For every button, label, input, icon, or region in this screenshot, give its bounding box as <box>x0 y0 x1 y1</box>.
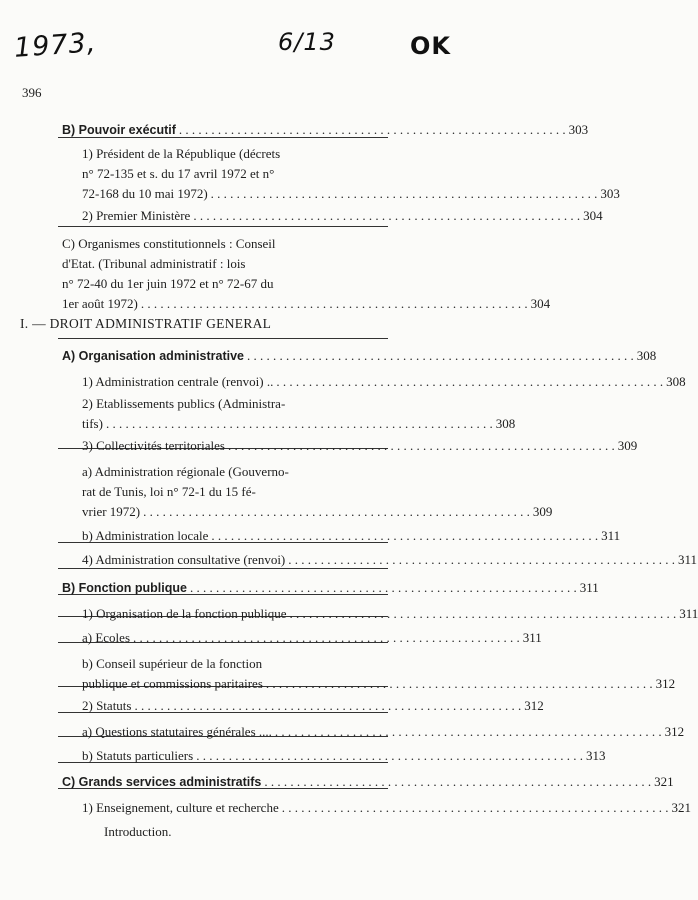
toc-page-number: 309 <box>617 438 638 453</box>
toc-entry-line: n° 72-135 et s. du 17 avril 1972 et n° <box>82 166 275 181</box>
handwritten-year: 1973, <box>13 27 98 64</box>
toc-entry-title: publique et commissions paritaires <box>82 676 263 691</box>
toc-entry <box>82 550 698 570</box>
toc-entry <box>62 346 657 366</box>
dot-leader: . . . . . . . . . . . . . . . . . . . . . . . . . . . . . . . . . . . . . . . . . . . . . . . . . . . . . . . . . . . . <box>134 698 522 713</box>
dot-leader: . . . . . . . . . . . . . . . . . . . . . . . . . . . . . . . . . . . . . . . . . . . . . . . . . . . . . . . . . . . . <box>140 296 528 311</box>
divider <box>58 226 388 227</box>
toc-page-number: 311 <box>601 528 621 543</box>
toc-page-number: 311 <box>579 580 599 595</box>
toc-entry-line: n° 72-40 du 1er juin 1972 et n° 72-67 du <box>62 276 274 291</box>
toc-entry <box>62 234 551 314</box>
toc-entry-title: B) Fonction publique <box>62 581 187 595</box>
toc-entry <box>82 696 544 716</box>
toc-entry-title: 72-168 du 10 mai 1972) <box>82 186 208 201</box>
toc-entry-title: C) Grands services administratifs <box>62 775 262 789</box>
handwritten-reference: 6/13 <box>278 28 336 56</box>
toc-entry <box>104 822 386 842</box>
dot-leader: . . . . . . . . . . . . . . . . . . . . . . . . . . . . . . . . . . . . . . . . . . . . . . . . . . . . . . . . . . . . <box>189 580 577 595</box>
toc-page-number: 321 <box>654 774 674 789</box>
toc-page-number: 311 <box>679 606 698 621</box>
toc-page-number: 311 <box>678 552 698 567</box>
toc-entry <box>82 394 516 434</box>
toc-entry-title: b) Statuts particuliers <box>82 748 194 763</box>
toc-entry-line: b) Conseil supérieur de la fonction <box>82 656 263 671</box>
dot-leader: . . . . . . . . . . . . . . . . . . . . . . . . . . . . . . . . . . . . . . . . . . . . . . . . . . . . . . . . . . . . <box>210 186 598 201</box>
toc-entry-title: 1er août 1972) <box>62 296 138 311</box>
toc-entry-line: a) Administration régionale (Gouverno- <box>82 464 289 479</box>
toc-entry <box>82 628 542 648</box>
toc-entry <box>82 798 691 818</box>
toc-entry-line: C) Organismes constitutionnels : Conseil <box>62 236 276 251</box>
toc-page-number: 308 <box>636 348 657 363</box>
toc-page-number: 303 <box>568 122 589 137</box>
toc-entry <box>82 604 698 624</box>
toc-entry <box>82 206 603 226</box>
toc-entry <box>62 120 589 140</box>
toc-entry-title: 2) Statuts <box>82 698 132 713</box>
toc-entry <box>82 436 638 456</box>
toc-entry <box>82 144 620 204</box>
dot-leader: . . . . . . . . . . . . . . . . . . . . . . . . . . . . . . . . . . . . . . . . . . . . . . . . . . . . . . . . . . . . <box>211 528 599 543</box>
divider <box>58 338 388 339</box>
toc-page-number: 313 <box>585 748 606 763</box>
toc-page-number: 308 <box>666 374 686 389</box>
dot-leader: . . . . . . . . . . . . . . . . . . . . . . . . . . . . . . . . . . . . . . . . . . . . . . . . . . . . . . . . . . . . <box>265 676 653 691</box>
dot-leader: . . . . . . . . . . . . . . . . . . . . . . . . . . . . . . . . . . . . . . . . . . . . . . . . . . . . . . . . . . . . <box>281 800 669 815</box>
toc-page-number: 321 <box>671 800 691 815</box>
dot-leader: . . . . . . . . . . . . . . . . . . . . . . . . . . . . . . . . . . . . . . . . . . . . . . . . . . . . . . . . . . . . <box>133 630 520 645</box>
toc-entry <box>82 746 606 766</box>
dot-leader: . . . . . . . . . . . . . . . . . . . . . . . . . . . . . . . . . . . . . . . . . . . . . . . . . . . . . . . . . . . . <box>178 122 566 137</box>
toc-entry <box>82 722 685 742</box>
toc-entry-title: b) Administration locale <box>82 528 209 543</box>
toc-page-number: 312 <box>664 724 685 739</box>
toc-page-number: 304 <box>583 208 603 223</box>
toc-entry-line: 2) Etablissements publics (Administra- <box>82 396 286 411</box>
toc-entry-title: vrier 1972) <box>82 504 141 519</box>
dot-leader: . . . . . . . . . . . . . . . . . . . . . . . . . . . . . . . . . . . . . . . . . . . . . . . . . . . . . . . . . . . . <box>276 374 664 389</box>
handwritten-ok-mark: OK <box>410 32 451 60</box>
toc-entry-title: Introduction. <box>104 824 172 839</box>
toc-page-number: 312 <box>655 676 676 691</box>
toc-entry <box>62 772 674 792</box>
toc-entry-title: 1) Administration centrale (renvoi) .. <box>82 374 274 389</box>
dot-leader: . . . . . . . . . . . . . . . . . . . . . . . . . . . . . . . . . . . . . . . . . . . . . . . . . . . . . . . . . . . . <box>227 438 615 453</box>
dot-leader: . . . . . . . . . . . . . . . . . . . . . . . . . . . . . . . . . . . . . . . . . . . . . . . . . . . . . . . . . . . . <box>143 504 530 519</box>
toc-page-number: 312 <box>524 698 544 713</box>
page-number: 396 <box>22 85 42 100</box>
toc-entry <box>62 578 599 598</box>
toc-entry <box>82 462 553 522</box>
dot-leader: . . . . . . . . . . . . . . . . . . . . . . . . . . . . . . . . . . . . . . . . . . . . . . . . . . . . . . . . . . . . <box>288 552 676 567</box>
dot-leader: . . . . . . . . . . . . . . . . . . . . . . . . . . . . . . . . . . . . . . . . . . . . . . . . . . . . . . . . . . . . <box>105 416 493 431</box>
toc-page-number: 309 <box>532 504 553 519</box>
toc-entry-title: 1) Organisation de la fonction publique <box>82 606 287 621</box>
dot-leader: . . . . . . . . . . . . . . . . . . . . . . . . . . . . . . . . . . . . . . . . . . . . . . . . . . . . . . . . . . . . <box>274 724 662 739</box>
dot-leader: . . . . . . . . . . . . . . . . . . . . . . . . . . . . . . . . . . . . . . . . . . . . . . . . . . . . . . . . . . . . <box>264 774 652 789</box>
toc-entry-line: rat de Tunis, loi n° 72-1 du 15 fé- <box>82 484 256 499</box>
section-heading: I. — DROIT ADMINISTRATIF GENERAL <box>20 316 272 331</box>
dot-leader: . . . . . . . . . . . . . . . . . . . . . . . . . . . . . . . . . . . . . . . . . . . . . . . . . . . . . . . . . . . . <box>193 208 581 223</box>
toc-entry <box>82 654 676 694</box>
toc-entry-line: d'Etat. (Tribunal administratif : lois <box>62 256 246 271</box>
toc-entry-title: 1) Enseignement, culture et recherche <box>82 800 279 815</box>
toc-entry-line: 1) Président de la République (décrets <box>82 146 281 161</box>
toc-page-number: 303 <box>600 186 620 201</box>
toc-entry <box>82 526 621 546</box>
toc-page-number: 304 <box>530 296 551 311</box>
toc-entry-title: 2) Premier Ministère <box>82 208 191 223</box>
toc-entry-title: 3) Collectivités territoriales <box>82 438 225 453</box>
toc-entry-title: 4) Administration consultative (renvoi) <box>82 552 286 567</box>
toc-page-number: 311 <box>522 630 542 645</box>
toc-entry-title: B) Pouvoir exécutif <box>62 123 176 137</box>
toc-entry-title: a) Ecoles <box>82 630 131 645</box>
toc-entry-title: A) Organisation administrative <box>62 349 244 363</box>
dot-leader: . . . . . . . . . . . . . . . . . . . . . . . . . . . . . . . . . . . . . . . . . . . . . . . . . . . . . . . . . . . . <box>246 348 634 363</box>
toc-entry <box>82 372 686 392</box>
toc-page-number: 308 <box>495 416 516 431</box>
dot-leader: . . . . . . . . . . . . . . . . . . . . . . . . . . . . . . . . . . . . . . . . . . . . . . . . . . . . . . . . . . . . <box>196 748 583 763</box>
toc-entry-title: tifs) <box>82 416 103 431</box>
dot-leader: . . . . . . . . . . . . . . . . . . . . . . . . . . . . . . . . . . . . . . . . . . . . . . . . . . . . . . . . . . . . <box>289 606 677 621</box>
toc-entry-title: a) Questions statutaires générales .... <box>82 724 272 739</box>
